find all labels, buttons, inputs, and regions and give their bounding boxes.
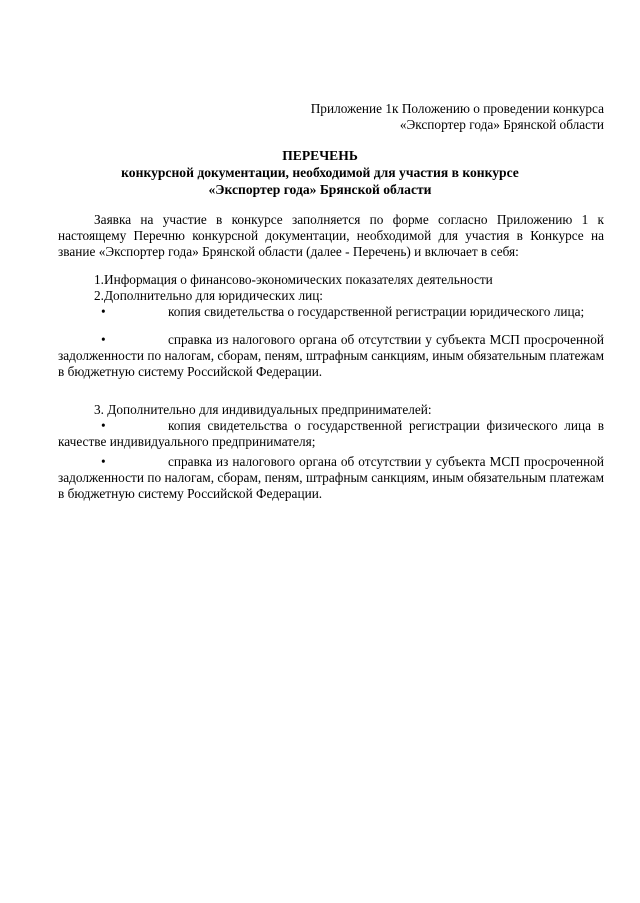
title-line-2: конкурсной документации, необходимой для участия в конкурсе [121, 165, 519, 180]
bullet-text: копия свидетельства о государственной регистрации физического лица в качестве индивидуального предпринимателя; [58, 418, 604, 449]
spacer [58, 320, 604, 332]
title-line-3: «Экспортер года» Брянской области [208, 182, 432, 197]
bullet-item [58, 454, 604, 502]
bullet-icon: • [101, 418, 106, 433]
bullet-icon: • [101, 304, 106, 319]
bullet-text: справка из налогового органа об отсутствии у субъекта МСП просроченной задолженности по налогам, сборам, пеням, штрафным санкциям, иным обязательным платежам в бюджетную систему Российской Федерации. [58, 454, 604, 501]
list-item-2: 2.Дополнительно для юридических лиц: [94, 288, 324, 303]
bullet-text: копия свидетельства о государственной регистрации юридического лица; [168, 304, 585, 319]
title-line-1: ПЕРЕЧЕНЬ [282, 148, 358, 163]
list-section-1-2 [58, 272, 604, 380]
appendix-note [244, 101, 604, 133]
list-section-3 [58, 402, 604, 502]
document-title [36, 147, 604, 198]
appendix-note-line-1: Приложение 1к Положению о проведении конкурса [310, 101, 604, 116]
bullet-text: справка из налогового органа об отсутствии у субъекта МСП просроченной задолженности по налогам, сборам, пеням, штрафным санкциям, иным обязательным платежам в бюджетную систему Российской Федерации. [58, 332, 604, 379]
list-item-3: 3. Дополнительно для индивидуальных предпринимателей: [94, 402, 432, 417]
appendix-note-line-2: «Экспортер года» Брянской области [399, 117, 604, 132]
bullet-icon: • [101, 454, 106, 469]
bullet-icon: • [101, 332, 106, 347]
list-item-1: 1.Информация о финансово-экономических показателях деятельности [94, 272, 493, 287]
intro-section [58, 212, 604, 260]
bullet-item [58, 418, 604, 450]
intro-paragraph: Заявка на участие в конкурсе заполняется по форме согласно Приложению 1 к настоящему Перечню конкурсной документации, необходимой для участия в Конкурсе на звание «Экспортер года» Брянской области (далее - Перечень) и включает в себя: [58, 212, 604, 259]
bullet-item [58, 332, 604, 380]
bullet-item [58, 304, 604, 320]
